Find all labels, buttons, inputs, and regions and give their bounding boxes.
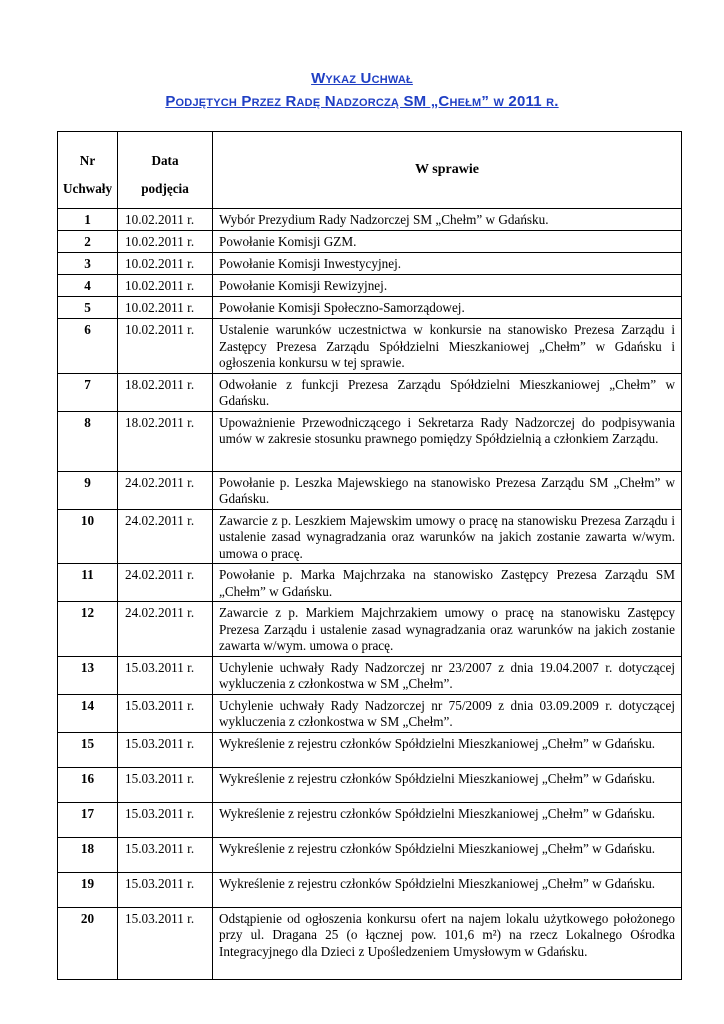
resolution-subject: Wykreślenie z rejestru członków Spółdzielni Mieszkaniowej „Chełm” w Gdańsku. [213, 872, 682, 907]
resolution-subject: Powołanie Komisji Społeczno-Samorządowej. [213, 297, 682, 319]
table-row [58, 471, 682, 509]
resolution-number: 19 [58, 872, 118, 907]
document-title: Wykaz Uchwał [311, 70, 413, 87]
resolution-number: 14 [58, 694, 118, 732]
table-row [58, 656, 682, 694]
resolution-date: 15.03.2011 r. [118, 732, 213, 767]
resolution-subject: Powołanie Komisji Rewizyjnej. [213, 275, 682, 297]
table-row [58, 802, 682, 837]
resolution-subject: Powołanie p. Marka Majchrzaka na stanowisko Zastępcy Prezesa Zarządu SM „Chełm” w Gdańsku. [213, 564, 682, 602]
table-row [58, 694, 682, 732]
resolution-number: 15 [58, 732, 118, 767]
resolution-date: 24.02.2011 r. [118, 509, 213, 564]
table-row [58, 509, 682, 564]
table-row [58, 564, 682, 602]
table-row [58, 319, 682, 374]
resolution-number: 10 [58, 509, 118, 564]
header-nr [58, 132, 118, 209]
table-row [58, 209, 682, 231]
resolution-subject: Ustalenie warunków uczestnictwa w konkursie na stanowisko Prezesa Zarządu i Zastępcy Prezesa Zarządu Spółdzielni Mieszkaniowej „Chełm” w Gdańsku i ogłoszenia konkursu w tej sprawie. [213, 319, 682, 374]
resolution-number: 9 [58, 471, 118, 509]
resolution-number: 13 [58, 656, 118, 694]
resolution-date: 10.02.2011 r. [118, 231, 213, 253]
header-date-line1: Data [151, 153, 179, 168]
resolution-number: 17 [58, 802, 118, 837]
resolution-date: 24.02.2011 r. [118, 471, 213, 509]
resolution-number: 11 [58, 564, 118, 602]
resolution-subject: Powołanie p. Leszka Majewskiego na stanowisko Prezesa Zarządu SM „Chełm” w Gdańsku. [213, 471, 682, 509]
table-row [58, 253, 682, 275]
resolution-number: 12 [58, 602, 118, 657]
resolution-subject: Wykreślenie z rejestru członków Spółdzielni Mieszkaniowej „Chełm” w Gdańsku. [213, 732, 682, 767]
table-row [58, 872, 682, 907]
resolution-subject: Powołanie Komisji GZM. [213, 231, 682, 253]
resolution-date: 18.02.2011 r. [118, 411, 213, 471]
table-row [58, 732, 682, 767]
table-row [58, 411, 682, 471]
resolution-subject: Upoważnienie Przewodniczącego i Sekretarza Rady Nadzorczej do podpisywania umów w zakresie stosunku prawnego pomiędzy Spółdzielnią a członkiem Zarządu. [213, 411, 682, 471]
resolution-date: 15.03.2011 r. [118, 872, 213, 907]
header-nr-line2: Uchwały [62, 181, 113, 196]
table-row [58, 275, 682, 297]
resolution-date: 15.03.2011 r. [118, 907, 213, 979]
table-row [58, 767, 682, 802]
resolution-date: 10.02.2011 r. [118, 253, 213, 275]
resolution-date: 10.02.2011 r. [118, 275, 213, 297]
resolution-number: 8 [58, 411, 118, 471]
resolution-date: 18.02.2011 r. [118, 373, 213, 411]
table-row [58, 602, 682, 657]
resolution-number: 3 [58, 253, 118, 275]
resolution-number: 7 [58, 373, 118, 411]
resolutions-table [57, 131, 682, 980]
resolution-date: 10.02.2011 r. [118, 297, 213, 319]
table-row [58, 297, 682, 319]
table-header-row [58, 132, 682, 209]
resolution-number: 6 [58, 319, 118, 374]
resolution-number: 1 [58, 209, 118, 231]
header-subject: W sprawie [213, 132, 682, 209]
resolution-date: 24.02.2011 r. [118, 602, 213, 657]
resolution-date: 24.02.2011 r. [118, 564, 213, 602]
resolution-subject: Odwołanie z funkcji Prezesa Zarządu Spółdzielni Mieszkaniowej „Chełm” w Gdańsku. [213, 373, 682, 411]
resolution-number: 5 [58, 297, 118, 319]
table-row [58, 373, 682, 411]
resolution-date: 15.03.2011 r. [118, 694, 213, 732]
resolution-date: 15.03.2011 r. [118, 837, 213, 872]
resolution-subject: Wybór Prezydium Rady Nadzorczej SM „Chełm” w Gdańsku. [213, 209, 682, 231]
table-row [58, 907, 682, 979]
resolution-number: 4 [58, 275, 118, 297]
resolution-number: 20 [58, 907, 118, 979]
resolution-subject: Zawarcie z p. Markiem Majchrzakiem umowy o pracę na stanowisku Zastępcy Prezesa Zarządu i ustalenie zasad wynagradzania oraz warunków na jakich zostanie zawarta w/wym. umowa o pracę. [213, 602, 682, 657]
resolution-date: 15.03.2011 r. [118, 767, 213, 802]
resolution-subject: Wykreślenie z rejestru członków Spółdzielni Mieszkaniowej „Chełm” w Gdańsku. [213, 767, 682, 802]
header-nr-line1: Nr [79, 153, 96, 168]
table-row [58, 837, 682, 872]
header-date [118, 132, 213, 209]
resolution-date: 15.03.2011 r. [118, 656, 213, 694]
resolution-subject: Zawarcie z p. Leszkiem Majewskim umowy o pracę na stanowisku Prezesa Zarządu i ustalenie zasad wynagradzania oraz warunków na jakich zostanie zawarta w/wym. umowa o pracę. [213, 509, 682, 564]
resolution-subject: Odstąpienie od ogłoszenia konkursu ofert na najem lokalu użytkowego położonego przy ul. Dragana 25 (o łącznej pow. 101,6 m²) na rzecz Lokalnego Ośrodka Integracyjnego dla Dzieci z Upośledzeniem Umysłowym w Gdańsku. [213, 907, 682, 979]
resolution-subject: Wykreślenie z rejestru członków Spółdzielni Mieszkaniowej „Chełm” w Gdańsku. [213, 802, 682, 837]
table-row [58, 231, 682, 253]
resolution-subject: Uchylenie uchwały Rady Nadzorczej nr 23/2007 z dnia 19.04.2007 r. dotyczącej wykluczenia z członkostwa w SM „Chełm”. [213, 656, 682, 694]
resolution-subject: Powołanie Komisji Inwestycyjnej. [213, 253, 682, 275]
resolution-date: 10.02.2011 r. [118, 319, 213, 374]
resolution-date: 10.02.2011 r. [118, 209, 213, 231]
resolution-number: 18 [58, 837, 118, 872]
resolution-subject: Wykreślenie z rejestru członków Spółdzielni Mieszkaniowej „Chełm” w Gdańsku. [213, 837, 682, 872]
document-subtitle: Podjętych Przez Radę Nadzorczą SM „Chełm” w 2011 r. [165, 93, 559, 110]
resolution-subject: Uchylenie uchwały Rady Nadzorczej nr 75/2009 z dnia 03.09.2009 r. dotyczącej wykluczenia z członkostwa w SM „Chełm”. [213, 694, 682, 732]
resolution-number: 16 [58, 767, 118, 802]
resolution-number: 2 [58, 231, 118, 253]
header-date-line2: podjęcia [141, 181, 189, 196]
resolution-date: 15.03.2011 r. [118, 802, 213, 837]
